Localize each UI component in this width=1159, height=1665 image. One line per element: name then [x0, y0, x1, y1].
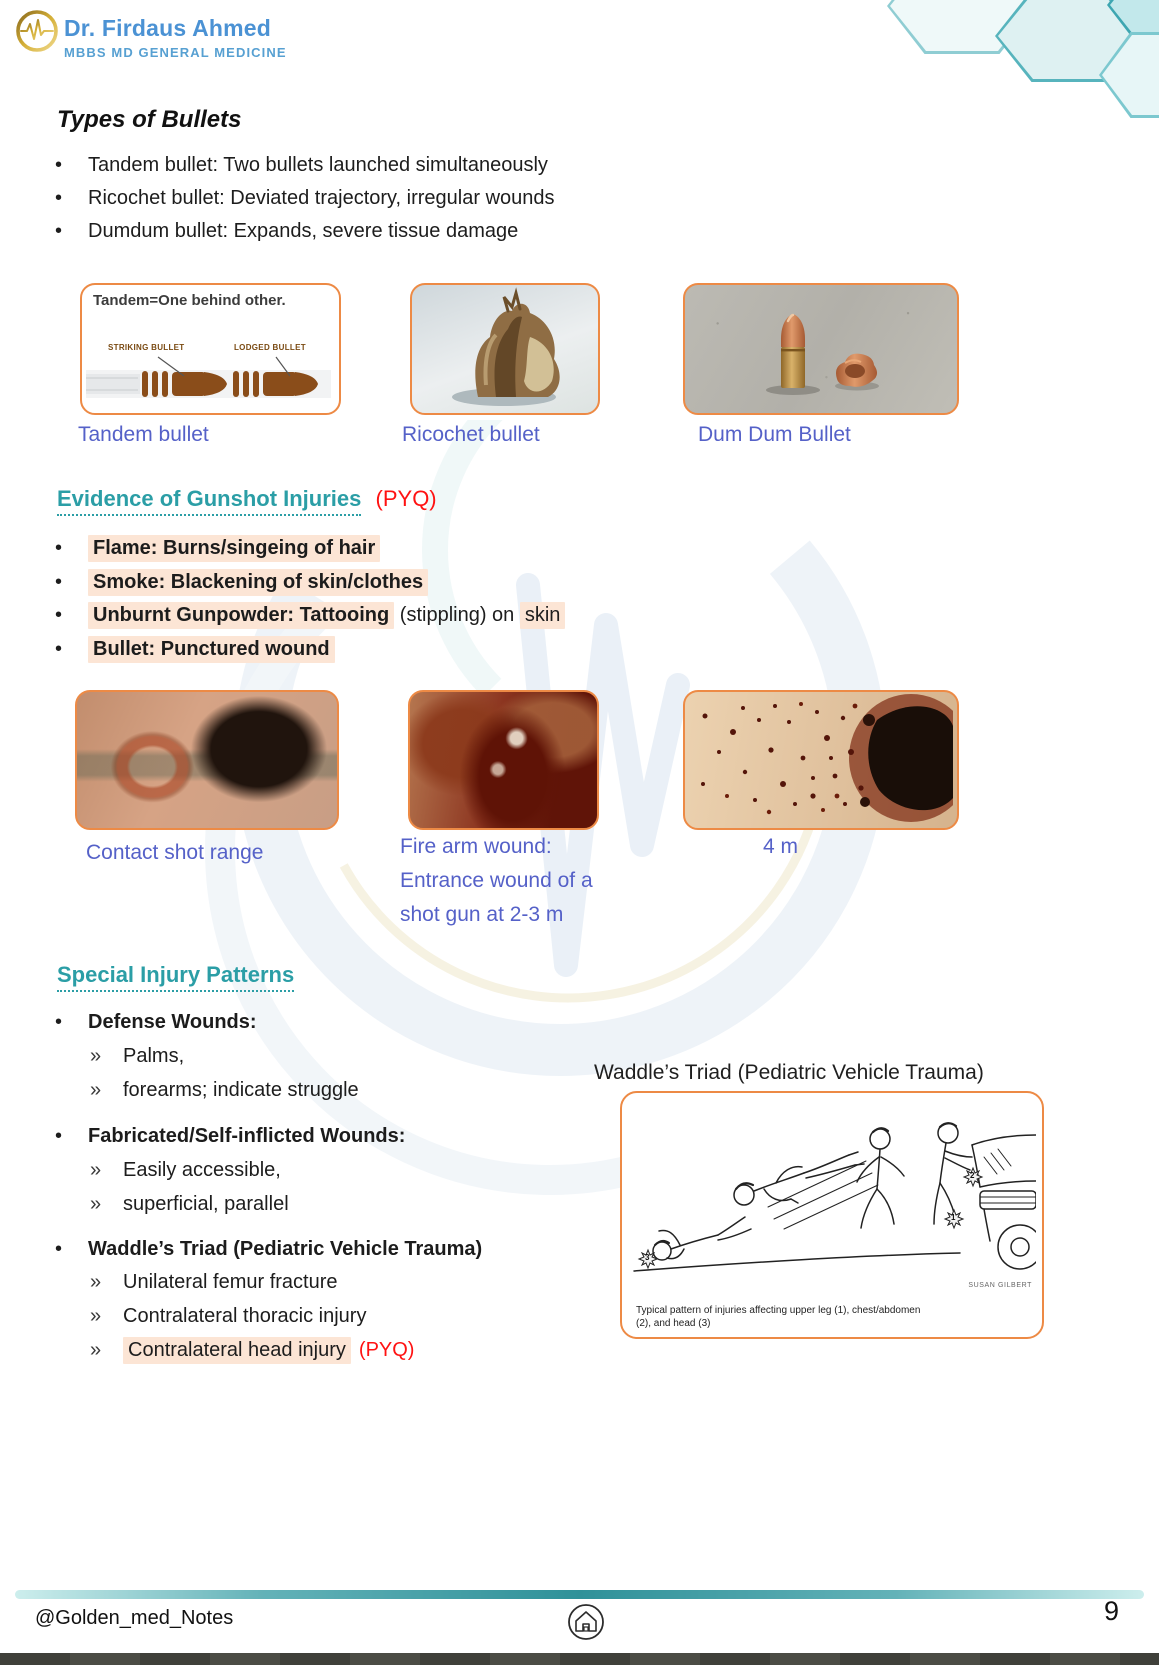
burst-number-2: 2 — [970, 1171, 975, 1180]
bullet-marker: • — [55, 571, 63, 593]
caption-firearm-line3: shot gun at 2-3 m — [400, 903, 564, 926]
group-title — [55, 1237, 482, 1262]
burst-number-1: 1 — [951, 1213, 956, 1222]
ricochet-photo — [412, 285, 598, 409]
bullet-item — [55, 186, 555, 211]
sub-item — [90, 1192, 289, 1217]
evidence-item — [55, 603, 565, 628]
group-title-text: Waddle’s Triad (Pediatric Vehicle Trauma) — [88, 1238, 483, 1260]
bullet-marker: • — [55, 1238, 63, 1260]
striking-bullet-label: STRIKING BULLET — [108, 343, 185, 352]
figure-tattooing-4m — [683, 690, 959, 830]
figure-waddle-triad — [620, 1091, 1044, 1339]
sub-item — [90, 1044, 184, 1069]
figure-ricochet-bullet — [410, 283, 600, 415]
doctor-credentials: MBBS MD GENERAL MEDICINE — [64, 45, 287, 60]
sub-item — [90, 1078, 359, 1103]
sub-marker: » — [90, 1305, 102, 1327]
bullet-marker: • — [55, 1125, 63, 1147]
bullet-text: Dumdum bullet: Expands, severe tissue damage — [88, 220, 519, 242]
tandem-inner-title: Tandem=One behind other. — [93, 292, 286, 309]
hexagon-shape — [1107, 0, 1159, 44]
footer-handle: @Golden_med_Notes — [35, 1607, 234, 1629]
bullet-text: Ricochet bullet: Deviated trajectory, irregular wounds — [88, 187, 555, 209]
evidence-heading-text: Evidence of Gunshot Injuries — [57, 486, 361, 516]
evidence-item — [55, 637, 335, 662]
hexagon-shape — [887, 0, 1037, 54]
bottom-edge-strip — [0, 1653, 1159, 1665]
home-icon — [566, 1602, 606, 1642]
caption-firearm-line2: Entrance wound of a — [400, 869, 593, 892]
sub-item — [90, 1158, 281, 1183]
sub-marker: » — [90, 1271, 102, 1293]
figure-tandem-bullet — [80, 283, 341, 415]
sub-item-text: Palms, — [123, 1045, 185, 1067]
sub-marker: » — [90, 1339, 102, 1361]
sub-item — [90, 1270, 338, 1295]
group-title-text: Fabricated/Self-inflicted Wounds: — [88, 1125, 406, 1147]
hexagon-shape — [995, 0, 1141, 82]
bullet-text: Tandem bullet: Two bullets launched simultaneously — [88, 154, 548, 176]
home-button[interactable] — [566, 1602, 606, 1642]
figure-contact-shot — [75, 690, 339, 830]
dumdum-photo — [685, 285, 953, 409]
section-title-types-of-bullets: Types of Bullets — [57, 106, 242, 133]
bullet-marker: • — [55, 220, 63, 242]
sub-item-text: Contralateral head injury (PYQ) — [123, 1338, 414, 1363]
pyq-tag: (PYQ) — [358, 1339, 415, 1361]
caption-dumdum: Dum Dum Bullet — [698, 423, 851, 446]
header-identity — [64, 15, 287, 60]
caption-4m: 4 m — [763, 835, 799, 858]
evidence-text: Flame: Burns/singeing of hair — [88, 536, 380, 561]
evidence-text: Unburnt Gunpowder: Tattooing (stippling) on skin — [88, 603, 565, 628]
sub-marker: » — [90, 1193, 102, 1215]
sub-item-highlighted — [90, 1338, 414, 1363]
evidence-item — [55, 570, 428, 595]
pyq-tag: (PYQ) — [375, 486, 437, 511]
figure-dumdum-bullet — [683, 283, 959, 415]
section-heading-evidence — [57, 486, 437, 512]
hexagon-shape — [1099, 32, 1159, 118]
sub-marker: » — [90, 1045, 102, 1067]
tattooing-photo — [685, 692, 953, 824]
evidence-item — [55, 536, 380, 561]
bullet-marker: • — [55, 154, 63, 176]
footer-divider-bar — [15, 1590, 1144, 1599]
sub-item — [90, 1304, 366, 1329]
doctor-name: Dr. Firdaus Ahmed — [64, 15, 272, 41]
bullet-marker: • — [55, 1011, 63, 1033]
group-title-text: Defense Wounds: — [88, 1011, 257, 1033]
hexagon-decoration — [849, 0, 1159, 140]
brand-logo-icon — [14, 8, 60, 54]
special-heading-text: Special Injury Patterns — [57, 962, 294, 992]
group-title — [55, 1124, 405, 1149]
waddle-figure-title: Waddle’s Triad (Pediatric Vehicle Trauma) — [594, 1061, 984, 1084]
waddle-artist-credit: SUSAN GILBERT — [968, 1282, 1032, 1289]
burst-number-3: 3 — [645, 1253, 650, 1262]
lodged-bullet-label: LODGED BULLET — [234, 343, 306, 352]
bullet-marker: • — [55, 638, 63, 660]
caption-firearm-line1: Fire arm wound: — [400, 835, 552, 858]
evidence-text: Smoke: Blackening of skin/clothes — [88, 570, 428, 595]
waddle-illustration — [628, 1099, 1036, 1279]
figure-firearm-wound — [408, 690, 599, 830]
bullet-marker: • — [55, 604, 63, 626]
sub-item-text: superficial, parallel — [123, 1193, 289, 1215]
group-title — [55, 1010, 257, 1035]
sub-marker: » — [90, 1079, 102, 1101]
waddle-caption: Typical pattern of injuries affecting upper leg (1), chest/abdomen (2), and head (3) — [636, 1305, 921, 1329]
bullet-marker: • — [55, 537, 63, 559]
caption-ricochet: Ricochet bullet — [402, 423, 540, 446]
bullet-item — [55, 153, 548, 178]
sub-item-text: forearms; indicate struggle — [123, 1079, 359, 1101]
sub-item-text: Contralateral thoracic injury — [123, 1305, 367, 1327]
caption-tandem: Tandem bullet — [78, 423, 209, 446]
sub-marker: » — [90, 1159, 102, 1181]
caption-contact-shot: Contact shot range — [86, 841, 264, 864]
section-heading-special — [57, 962, 294, 988]
page-number: 9 — [1103, 1596, 1119, 1626]
bullet-item — [55, 219, 518, 244]
sub-item-text: Unilateral femur fracture — [123, 1271, 338, 1293]
sub-item-text: Easily accessible, — [123, 1159, 281, 1181]
evidence-text: Bullet: Punctured wound — [88, 637, 335, 662]
bullet-marker: • — [55, 187, 63, 209]
